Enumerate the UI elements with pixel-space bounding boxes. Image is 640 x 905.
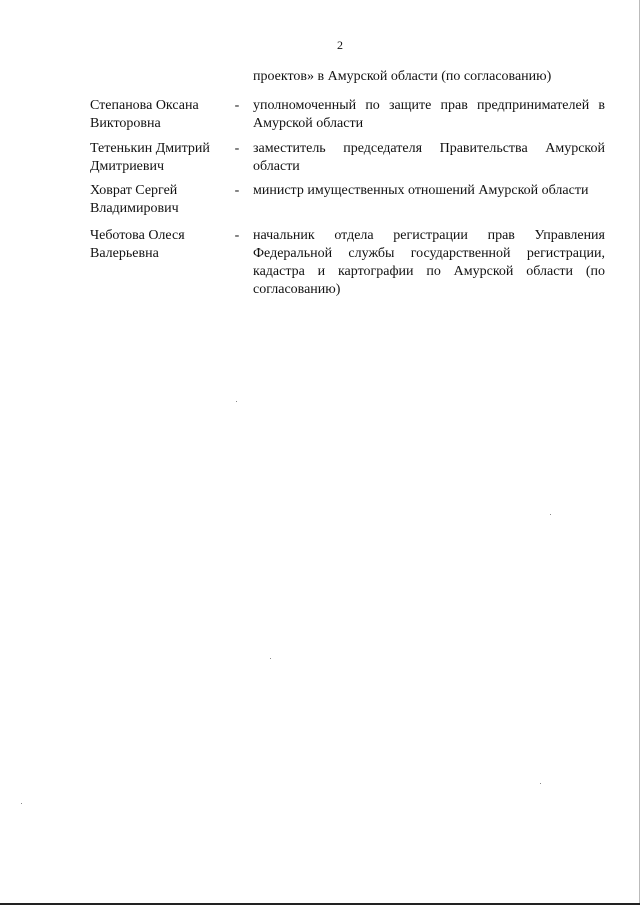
member-name: Ховрат Сергей Владимирович <box>90 183 179 216</box>
member-role: начальник отдела регистрации прав Управления Федеральной службы государственной регистрации, кадастра и картографии по Амурской области (по согласованию) <box>253 228 605 297</box>
scan-speck <box>236 401 237 402</box>
page-number: 2 <box>337 38 343 52</box>
member-name: Тетенькин Дмитрий Дмитриевич <box>90 141 210 174</box>
scan-speck <box>540 783 541 784</box>
member-dash: - <box>234 183 240 198</box>
continuation-text: проектов» в Амурской области (по согласованию) <box>253 69 552 84</box>
member-entry <box>90 140 610 176</box>
scan-speck <box>21 803 22 804</box>
member-dash: - <box>234 141 240 156</box>
member-entry <box>90 227 610 299</box>
member-name: Степанова Оксана Викторовна <box>90 98 199 131</box>
member-entry <box>90 97 610 133</box>
member-entry <box>90 182 610 218</box>
member-dash: - <box>234 228 240 243</box>
member-role: министр имущественных отношений Амурской области <box>253 183 589 198</box>
member-dash: - <box>234 98 240 113</box>
member-role: уполномоченный по защите прав предпринимателей в Амурской области <box>253 98 605 131</box>
scan-speck <box>270 658 271 659</box>
member-name: Чеботова Олеся Валерьевна <box>90 228 185 261</box>
member-role: заместитель председателя Правительства Амурской области <box>253 141 605 174</box>
scan-speck <box>550 514 551 515</box>
